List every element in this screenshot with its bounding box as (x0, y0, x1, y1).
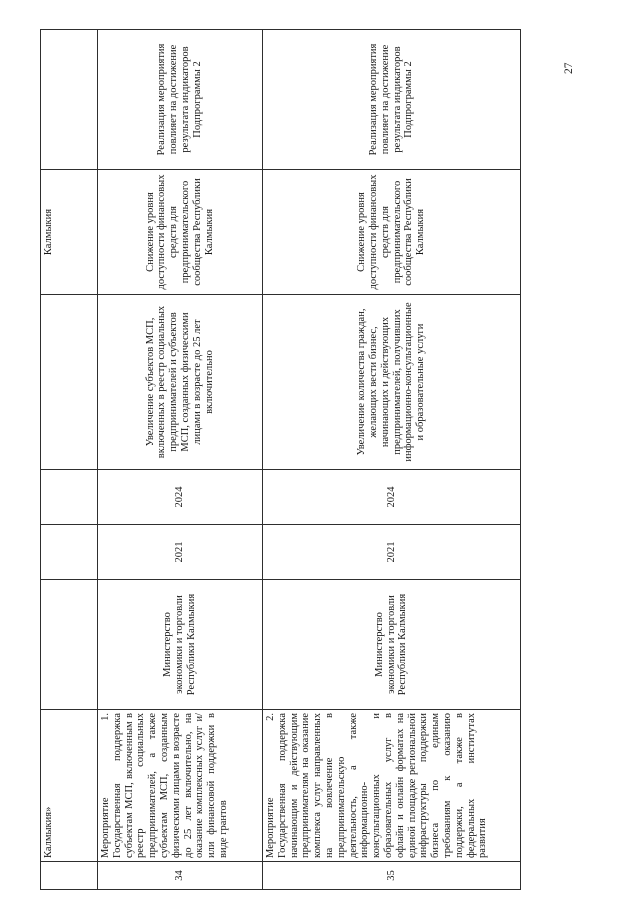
cell-consequences: Снижение уровня доступности финансовых средств для предпринимательского сообщества Республики Калмыкия (263, 170, 521, 295)
cell-indicators-link: Реализация мероприятия повлияет на достижение результата индикаторов Подпрограммы 2 (98, 30, 263, 170)
page-number: 27 (563, 62, 575, 74)
empty-cell (41, 30, 98, 170)
cell-row-number: 35 (263, 862, 521, 890)
cell-executor: Министерство экономики и торговли Республики Калмыкия (263, 580, 521, 710)
empty-cell (41, 470, 98, 525)
empty-cell (41, 295, 98, 470)
rotated-table-sheet (40, 30, 521, 890)
empty-cell (41, 862, 98, 890)
continuation-row (41, 30, 98, 890)
cell-row-number: 34 (98, 862, 263, 890)
cell-consequences: Калмыкия (41, 170, 98, 295)
cell-start-year: 2021 (263, 525, 521, 580)
cell-expected-result: Увеличение количества граждан, желающих вести бизнес, начинающих и действующих предпринимателей, получивших информационно-консультационные и образовательные услуги (263, 295, 521, 470)
cell-indicators-link: Реализация мероприятия повлияет на достижение результата индикаторов Подпрограммы 2 (263, 30, 521, 170)
cell-consequences: Снижение уровня доступности финансовых средств для предпринимательского сообщества Республики Калмыкия (98, 170, 263, 295)
cell-end-year: 2024 (263, 470, 521, 525)
empty-cell (41, 580, 98, 710)
cell-expected-result: Увеличение субъектов МСП, включенных в реестр социальных предпринимателей и субъектов МСП, созданных физическими лицами в возрасте до 25 лет включительно (98, 295, 263, 470)
activities-table (40, 29, 521, 890)
cell-event: Мероприятие 1. Государственная поддержка субъектам МСП, включенным в реестр социальных предпринимателей, а также субъектам МСП, созданным физическими лицами в возрасте до 25 лет включительно, на оказание комплексных услуг и/или финансовой поддержки в виде грантов (98, 710, 263, 862)
cell-event: Калмыкия» (41, 710, 98, 862)
empty-cell (41, 525, 98, 580)
cell-event: Мероприятие 2. Государственная поддержка начинающим и действующим предпринимателям на оказание комплекса услуг направленных на вовлечение в предпринимательскую деятельность, а также информационно-консультационных и образовательных услуг в офлайн и онлайн форматах на единой площадке региональной инфраструктуры поддержки бизнеса по единым требованиям к оказанию поддержки, а также в федеральных институтах развития (263, 710, 521, 862)
cell-end-year: 2024 (98, 470, 263, 525)
table-row (263, 30, 521, 890)
cell-executor: Министерство экономики и торговли Республики Калмыкия (98, 580, 263, 710)
table-row (98, 30, 263, 890)
cell-start-year: 2021 (98, 525, 263, 580)
